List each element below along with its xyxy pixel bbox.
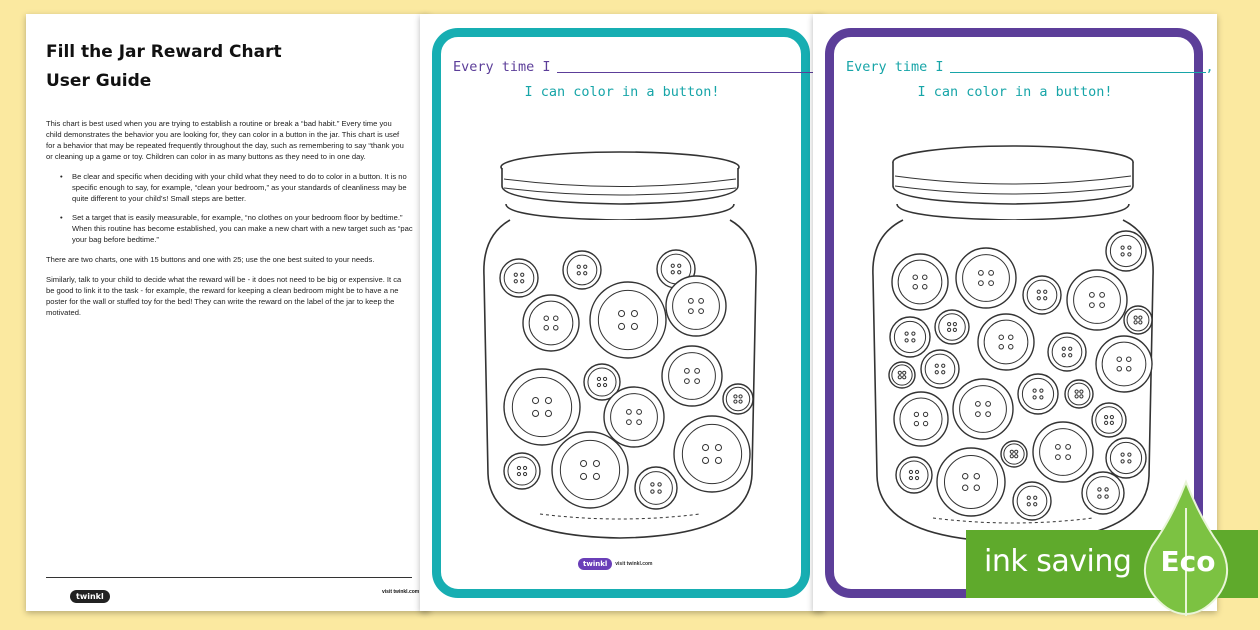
button-icon[interactable] [590,282,666,358]
button-icon[interactable] [1082,472,1124,514]
button-icon[interactable] [1023,276,1061,314]
user-guide-page [26,14,430,611]
jar-neck [506,204,734,220]
prompt-line-2: I can color in a button! [524,84,720,100]
button-icon[interactable] [563,251,601,289]
button-icon[interactable] [892,254,948,310]
button-icon[interactable] [1048,333,1086,371]
reward-paragraph: Similarly, talk to your child to decide what the reward will be - it does not need to be big or expensive. It ca be good to link it to the task - for example, the reward for keeping a clean bedroom might be to have a ne poster for the wall or stuffed toy for the bed! They can write the reward on the label of the jar to keep the motivated. [46,275,402,317]
button-icon[interactable] [1106,438,1146,478]
tip-item: • Be clear and specific when deciding with your child what they need to do to color in a button. It is no specific enough to say, for example, “clean your bedroom,” as your standards of cleanliness may be quite different to your child’s! Small steps are better. [60,171,412,204]
footer-divider [46,577,412,578]
button-icon[interactable] [500,259,538,297]
button-icon[interactable] [1096,336,1152,392]
button-icon[interactable] [953,379,1013,439]
button-icon[interactable] [1065,380,1093,408]
chart-footer [578,558,653,570]
button-icon[interactable] [662,346,722,406]
button-icon[interactable] [978,314,1034,370]
jar-lid-side [893,162,1133,204]
reward-chart-15 [420,14,824,611]
eco-label: Eco [1160,545,1216,578]
twinkl-logo: twinkl [70,584,110,603]
button-icon[interactable] [1124,306,1152,334]
guide-tips-list [60,171,412,245]
eco-drop-icon [1140,478,1232,618]
charts-note: There are two charts, one with 15 buttons and one with 25; use the one best suited to your needs. [46,255,375,264]
button-icon[interactable] [1106,231,1146,271]
button-icon[interactable] [1067,270,1127,330]
button-icon[interactable] [1092,403,1126,437]
footer-url: visit twinkl.com [382,589,420,595]
button-icon[interactable] [635,467,677,509]
button-icon[interactable] [723,384,753,414]
button-icon[interactable] [666,276,726,336]
intro-paragraph: This chart is best used when you are trying to establish a routine or break a “bad habit.” Every time you child demonstrates the behavior you are looking for, they can color in a button in the jar. This chart is usef for a behavior that may be repeated frequently throughout the day, such as remembering to say “thank you or cleaning up a game or toy. Children can color in as many buttons as they need to in one day. [46,119,404,161]
button-icon[interactable] [894,392,948,446]
footer-url: visit twinkl.com [615,561,653,567]
prompt-line-2: I can color in a button! [917,84,1113,100]
button-icon[interactable] [552,432,628,508]
jar-neck [897,204,1129,220]
button-icon[interactable] [889,362,915,388]
button-icon[interactable] [921,350,959,388]
button-icon[interactable] [523,295,579,351]
guide-title-line2: User Guide [46,71,152,91]
button-icon[interactable] [504,453,540,489]
prompt-line-1: Every time I , [846,59,1214,75]
button-icon[interactable] [604,387,664,447]
twinkl-logo: twinkl [578,558,612,570]
jar-illustration [420,14,824,611]
prompt-line-1: Every time I [420,59,824,75]
button-icon[interactable] [504,369,580,445]
ink-saving-label: ink saving [984,544,1132,579]
guide-title-line1: Fill the Jar Reward Chart [46,42,282,62]
guide-body [46,118,412,318]
button-icon[interactable] [937,448,1005,516]
button-icon[interactable] [1001,441,1027,467]
button-icon[interactable] [1018,374,1058,414]
button-icon[interactable] [890,317,930,357]
button-icon[interactable] [674,416,750,492]
button-icon[interactable] [896,457,932,493]
tip-item: • Set a target that is easily measurable, for example, “no clothes on your bedroom floor by bedtime.” When this routine has become established, you can make a new chart with a new target such as “pac your bag before bedtime.” [60,212,412,245]
button-icon[interactable] [1033,422,1093,482]
button-icon[interactable] [935,310,969,344]
button-icon[interactable] [956,248,1016,308]
button-icon[interactable] [1013,482,1051,520]
